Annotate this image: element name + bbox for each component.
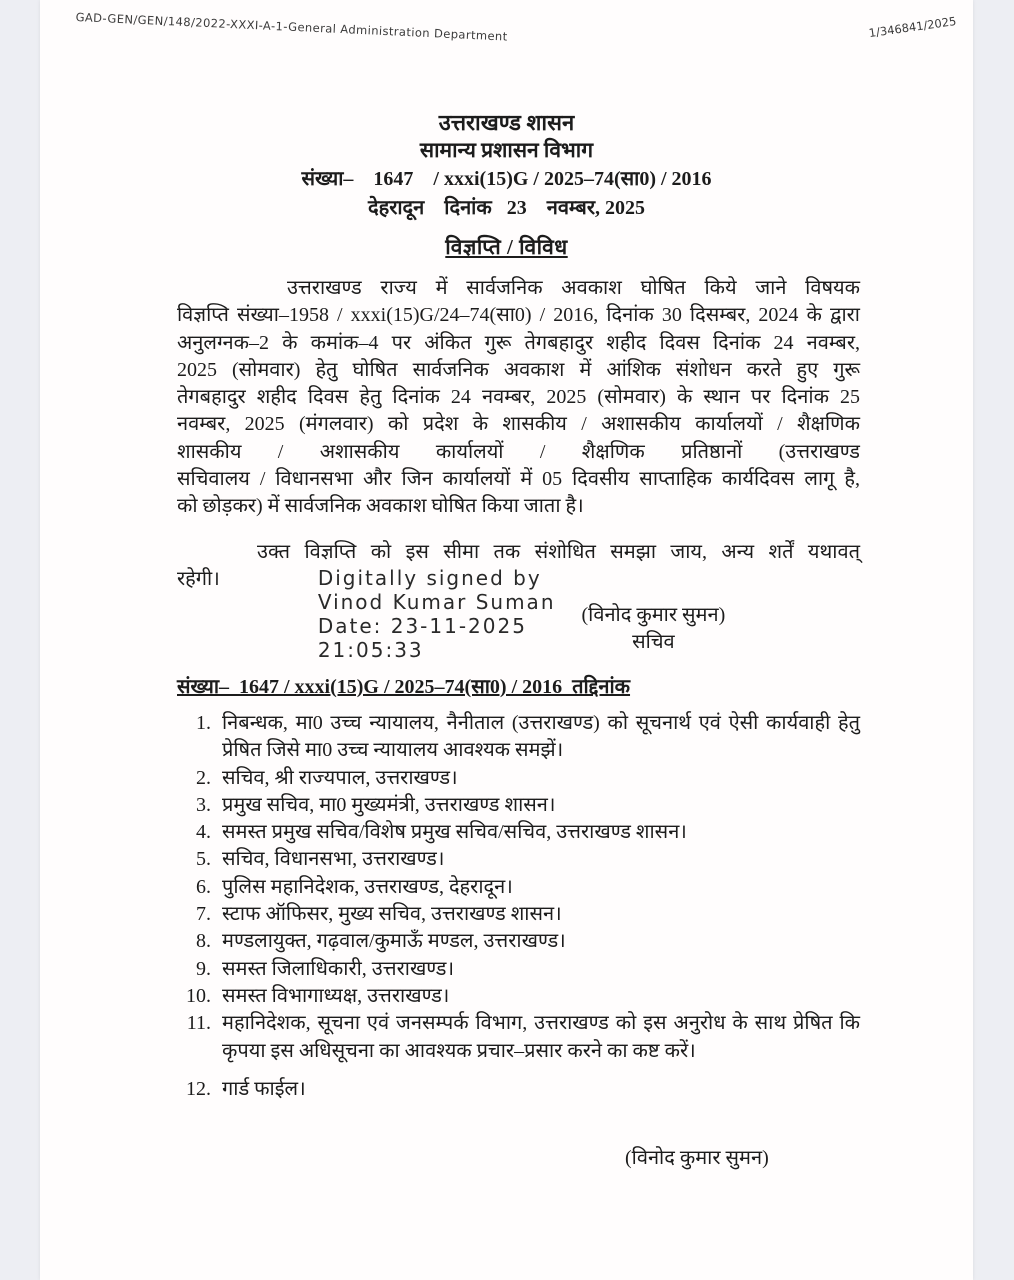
paragraph-line: अनुलग्नक–2 के कमांक–4 पर अंकित गुरू तेगबहादुर शहीद दिवस दिनांक 24 नवम्बर,: [177, 331, 860, 354]
paragraph-line: तेगबहादुर शहीद दिवस हेतु दिनांक 24 नवम्बर, 2025 (सोमवार) के स्थान पर दिनांक 25: [177, 386, 860, 409]
item-number: 7.: [196, 903, 211, 926]
digital-signature-line: Date: 23-11-2025: [317, 613, 527, 638]
file-reference-text: GAD-GEN/GEN/148/2022-XXXI-A-1-General Administration Department: [75, 10, 508, 44]
item-text: समस्त विभागाध्यक्ष, उत्तराखण्ड।: [222, 984, 450, 1007]
list-item: [177, 956, 860, 983]
item-text: प्रमुख सचिव, मा0 मुख्यमंत्री, उत्तराखण्ड शासन।: [222, 793, 556, 816]
list-item: [177, 1010, 860, 1065]
list-item: [177, 928, 860, 955]
paragraph-line: सचिवालय / विधानसभा और जिन कार्यालयों में 05 दिवसीय साप्ताहिक कार्यदिवस लागू है,: [177, 468, 860, 491]
item-number: 8.: [196, 930, 211, 953]
signer-designation: सचिव: [632, 630, 675, 653]
list-item: [177, 846, 860, 873]
item-number: 2.: [196, 766, 211, 789]
paragraph-line: विज्ञप्ति संख्या–1958 / xxxi(15)G/24–74(सा0) / 2016, दिनांक 30 दिसम्बर, 2024 के द्वारा: [177, 304, 860, 327]
item-text: सचिव, विधानसभा, उत्तराखण्ड।: [222, 848, 445, 871]
item-text: गार्ड फाईल।: [222, 1077, 306, 1100]
signer-block: [582, 602, 726, 656]
item-number: 4.: [196, 821, 211, 844]
footer-signature-name: (विनोद कुमार सुमन): [625, 1147, 769, 1170]
list-item: [177, 792, 860, 819]
item-number: 12.: [186, 1077, 211, 1100]
item-text: महानिदेशक, सूचना एवं जनसम्पर्क विभाग, उत्तराखण्ड को इस अनुरोध के साथ प्रेषित कि कृपया इस अधिसूचना का आवश्यक प्रचार–प्रसार करने का कष्ट करें।: [222, 1012, 860, 1062]
paragraph-line: नवम्बर, 2025 (मंगलवार) को प्रदेश के शासकीय / अशासकीय कार्यालयों / शैक्षणिक: [177, 413, 860, 436]
item-number: 6.: [196, 875, 211, 898]
department-title: सामान्य प्रशासन विभाग: [419, 138, 594, 162]
list-item: [177, 901, 860, 928]
list-item: [177, 765, 860, 792]
list-item: [177, 710, 860, 765]
item-text: समस्त प्रमुख सचिव/विशेष प्रमुख सचिव/सचिव, उत्तराखण्ड शासन।: [222, 821, 687, 844]
item-number: 10.: [186, 984, 211, 1007]
closing-paragraph-end: रहेगी।: [177, 567, 220, 590]
paragraph-line: उत्तराखण्ड राज्य में सार्वजनिक अवकाश घोषित किये जाने विषयक: [287, 277, 860, 299]
paragraph-line: को छोड़कर) में सार्वजनिक अवकाश घोषित किया जाता है।: [177, 495, 584, 518]
document-page: [40, 0, 973, 1280]
signer-name: (विनोद कुमार सुमन): [581, 603, 726, 626]
closing-paragraph-line: उक्त विज्ञप्ति को इस सीमा तक संशोधित समझा जाय, अन्य शर्तें यथावत्: [257, 540, 860, 563]
item-number: 11.: [186, 1012, 211, 1035]
item-text: निबन्धक, मा0 उच्च न्यायालय, नैनीताल (उत्तराखण्ड) को सूचनार्थ एवं ऐसी कार्यवाही हेतु प्रेषित जिसे मा0 उच्च न्यायालय आवश्यक समझें।: [222, 711, 860, 762]
government-title: उत्तराखण्ड शासन: [438, 110, 575, 135]
endorsement-number-line: संख्या– 1647 / xxxi(15)G / 2025–74(सा0) / 2016 तद्दिनांक: [177, 675, 631, 698]
paragraph-line: 2025 (सोमवार) हेतु घोषित सार्वजनिक अवकाश में आंशिक संशोधन करते हुए गुरू: [177, 358, 860, 381]
digital-signature: [318, 566, 556, 662]
document-id-text: 1/346841/2025: [867, 14, 957, 41]
list-item: [177, 983, 860, 1010]
signature-block: [177, 566, 860, 662]
item-text: मण्डलायुक्त, गढ़वाल/कुमाऊँ मण्डल, उत्तराखण्ड।: [222, 930, 566, 953]
item-number: 1.: [196, 711, 211, 734]
list-item: [177, 874, 860, 901]
item-number: 9.: [196, 957, 211, 980]
letter-number-line: संख्या– 1647 / xxxi(15)G / 2025–74(सा0) / 2016: [301, 168, 712, 190]
item-number: 5.: [196, 848, 211, 871]
subject-heading: विज्ञप्ति / विविध: [445, 235, 568, 259]
letter-body: [177, 275, 860, 1170]
item-text: पुलिस महानिदेशक, उत्तराखण्ड, देहरादून।: [222, 875, 513, 898]
digital-signature-line: Digitally signed by: [317, 565, 542, 590]
digital-signature-line: 21:05:33: [317, 637, 424, 662]
place-date-line: देहरादून दिनांक 23 नवम्बर, 2025: [367, 197, 646, 219]
list-item: [177, 819, 860, 846]
item-text: सचिव, श्री राज्यपाल, उत्तराखण्ड।: [222, 766, 458, 789]
digital-signature-line: Vinod Kumar Suman: [317, 589, 556, 614]
list-item: [177, 1076, 860, 1103]
item-text: समस्त जिलाधिकारी, उत्तराखण्ड।: [222, 957, 455, 980]
item-number: 3.: [196, 793, 211, 816]
paragraph-line: शासकीय / अशासकीय कार्यालयों / शैक्षणिक प्रतिष्ठानों (उत्तराखण्ड: [177, 440, 860, 463]
item-text: स्टाफ ऑफिसर, मुख्य सचिव, उत्तराखण्ड शासन।: [222, 903, 562, 926]
distribution-list: [177, 710, 860, 1103]
main-paragraph: [177, 275, 860, 521]
